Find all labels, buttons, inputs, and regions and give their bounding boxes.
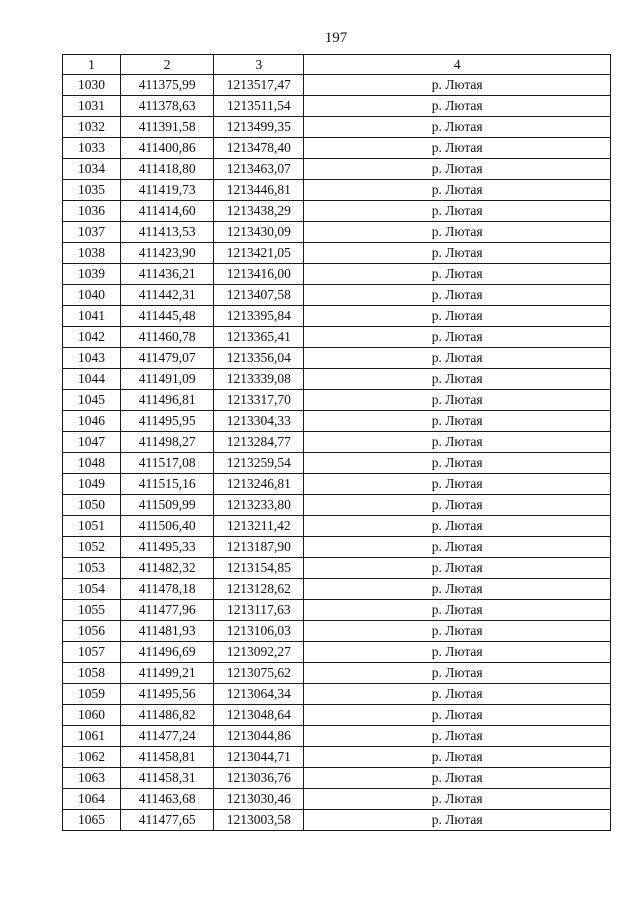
table-row: [63, 96, 611, 117]
x-coordinate-cell: 411495,56: [121, 684, 214, 705]
y-coordinate-cell: 1213463,07: [214, 159, 304, 180]
y-coordinate-cell: 1213407,58: [214, 285, 304, 306]
y-coordinate-cell: 1213259,54: [214, 453, 304, 474]
x-coordinate-cell: 411423,90: [121, 243, 214, 264]
x-coordinate-cell: 411445,48: [121, 306, 214, 327]
point-number-cell: 1051: [63, 516, 121, 537]
x-coordinate-cell: 411436,21: [121, 264, 214, 285]
table-row: [63, 705, 611, 726]
table-row: [63, 600, 611, 621]
x-coordinate-cell: 411478,18: [121, 579, 214, 600]
y-coordinate-cell: 1213438,29: [214, 201, 304, 222]
x-coordinate-cell: 411460,78: [121, 327, 214, 348]
point-number-cell: 1062: [63, 747, 121, 768]
point-number-cell: 1060: [63, 705, 121, 726]
y-coordinate-cell: 1213284,77: [214, 432, 304, 453]
table-row: [63, 327, 611, 348]
table-row: [63, 306, 611, 327]
y-coordinate-cell: 1213421,05: [214, 243, 304, 264]
y-coordinate-cell: 1213478,40: [214, 138, 304, 159]
description-cell: р. Лютая: [304, 621, 611, 642]
column-header-2: 2: [121, 55, 214, 75]
y-coordinate-cell: 1213187,90: [214, 537, 304, 558]
point-number-cell: 1036: [63, 201, 121, 222]
table-row: [63, 495, 611, 516]
column-header-4: 4: [304, 55, 611, 75]
table-row: [63, 138, 611, 159]
table-row: [63, 684, 611, 705]
table-row: [63, 768, 611, 789]
x-coordinate-cell: 411481,93: [121, 621, 214, 642]
table-row: [63, 390, 611, 411]
x-coordinate-cell: 411463,68: [121, 789, 214, 810]
description-cell: р. Лютая: [304, 558, 611, 579]
point-number-cell: 1049: [63, 474, 121, 495]
column-header-1: 1: [63, 55, 121, 75]
y-coordinate-cell: 1213003,58: [214, 810, 304, 831]
table-row: [63, 411, 611, 432]
table-row: [63, 537, 611, 558]
y-coordinate-cell: 1213416,00: [214, 264, 304, 285]
table-row: [63, 474, 611, 495]
table-row: [63, 663, 611, 684]
table-row: [63, 432, 611, 453]
point-number-cell: 1030: [63, 75, 121, 96]
point-number-cell: 1040: [63, 285, 121, 306]
point-number-cell: 1064: [63, 789, 121, 810]
table-row: [63, 285, 611, 306]
point-number-cell: 1054: [63, 579, 121, 600]
table-row: [63, 201, 611, 222]
x-coordinate-cell: 411496,69: [121, 642, 214, 663]
table-row: [63, 243, 611, 264]
description-cell: р. Лютая: [304, 579, 611, 600]
table-row: [63, 369, 611, 390]
description-cell: р. Лютая: [304, 516, 611, 537]
y-coordinate-cell: 1213048,64: [214, 705, 304, 726]
x-coordinate-cell: 411486,82: [121, 705, 214, 726]
y-coordinate-cell: 1213511,54: [214, 96, 304, 117]
point-number-cell: 1053: [63, 558, 121, 579]
description-cell: р. Лютая: [304, 369, 611, 390]
y-coordinate-cell: 1213092,27: [214, 642, 304, 663]
point-number-cell: 1042: [63, 327, 121, 348]
point-number-cell: 1045: [63, 390, 121, 411]
description-cell: р. Лютая: [304, 180, 611, 201]
x-coordinate-cell: 411442,31: [121, 285, 214, 306]
x-coordinate-cell: 411499,21: [121, 663, 214, 684]
y-coordinate-cell: 1213064,34: [214, 684, 304, 705]
point-number-cell: 1031: [63, 96, 121, 117]
point-number-cell: 1034: [63, 159, 121, 180]
y-coordinate-cell: 1213365,41: [214, 327, 304, 348]
description-cell: р. Лютая: [304, 810, 611, 831]
y-coordinate-cell: 1213395,84: [214, 306, 304, 327]
point-number-cell: 1047: [63, 432, 121, 453]
description-cell: р. Лютая: [304, 96, 611, 117]
table-row: [63, 516, 611, 537]
description-cell: р. Лютая: [304, 495, 611, 516]
point-number-cell: 1063: [63, 768, 121, 789]
table-row: [63, 621, 611, 642]
description-cell: р. Лютая: [304, 768, 611, 789]
point-number-cell: 1057: [63, 642, 121, 663]
point-number-cell: 1041: [63, 306, 121, 327]
point-number-cell: 1037: [63, 222, 121, 243]
x-coordinate-cell: 411506,40: [121, 516, 214, 537]
description-cell: р. Лютая: [304, 432, 611, 453]
x-coordinate-cell: 411517,08: [121, 453, 214, 474]
y-coordinate-cell: 1213339,08: [214, 369, 304, 390]
y-coordinate-cell: 1213246,81: [214, 474, 304, 495]
table-row: [63, 117, 611, 138]
description-cell: р. Лютая: [304, 747, 611, 768]
y-coordinate-cell: 1213154,85: [214, 558, 304, 579]
point-number-cell: 1055: [63, 600, 121, 621]
y-coordinate-cell: 1213430,09: [214, 222, 304, 243]
x-coordinate-cell: 411458,81: [121, 747, 214, 768]
x-coordinate-cell: 411400,86: [121, 138, 214, 159]
description-cell: р. Лютая: [304, 285, 611, 306]
x-coordinate-cell: 411419,73: [121, 180, 214, 201]
y-coordinate-cell: 1213317,70: [214, 390, 304, 411]
description-cell: р. Лютая: [304, 705, 611, 726]
description-cell: р. Лютая: [304, 75, 611, 96]
description-cell: р. Лютая: [304, 537, 611, 558]
x-coordinate-cell: 411498,27: [121, 432, 214, 453]
y-coordinate-cell: 1213446,81: [214, 180, 304, 201]
x-coordinate-cell: 411477,24: [121, 726, 214, 747]
table-row: [63, 264, 611, 285]
y-coordinate-cell: 1213304,33: [214, 411, 304, 432]
point-number-cell: 1038: [63, 243, 121, 264]
x-coordinate-cell: 411509,99: [121, 495, 214, 516]
y-coordinate-cell: 1213517,47: [214, 75, 304, 96]
description-cell: р. Лютая: [304, 600, 611, 621]
description-cell: р. Лютая: [304, 453, 611, 474]
description-cell: р. Лютая: [304, 306, 611, 327]
coordinates-table: [62, 54, 611, 831]
y-coordinate-cell: 1213036,76: [214, 768, 304, 789]
x-coordinate-cell: 411482,32: [121, 558, 214, 579]
y-coordinate-cell: 1213499,35: [214, 117, 304, 138]
x-coordinate-cell: 411458,31: [121, 768, 214, 789]
y-coordinate-cell: 1213030,46: [214, 789, 304, 810]
x-coordinate-cell: 411515,16: [121, 474, 214, 495]
table-row: [63, 348, 611, 369]
description-cell: р. Лютая: [304, 390, 611, 411]
y-coordinate-cell: 1213211,42: [214, 516, 304, 537]
point-number-cell: 1044: [63, 369, 121, 390]
x-coordinate-cell: 411496,81: [121, 390, 214, 411]
y-coordinate-cell: 1213356,04: [214, 348, 304, 369]
point-number-cell: 1052: [63, 537, 121, 558]
description-cell: р. Лютая: [304, 264, 611, 285]
point-number-cell: 1033: [63, 138, 121, 159]
point-number-cell: 1061: [63, 726, 121, 747]
x-coordinate-cell: 411477,96: [121, 600, 214, 621]
y-coordinate-cell: 1213106,03: [214, 621, 304, 642]
description-cell: р. Лютая: [304, 222, 611, 243]
x-coordinate-cell: 411413,53: [121, 222, 214, 243]
x-coordinate-cell: 411414,60: [121, 201, 214, 222]
point-number-cell: 1043: [63, 348, 121, 369]
y-coordinate-cell: 1213117,63: [214, 600, 304, 621]
x-coordinate-cell: 411495,33: [121, 537, 214, 558]
y-coordinate-cell: 1213233,80: [214, 495, 304, 516]
description-cell: р. Лютая: [304, 789, 611, 810]
description-cell: р. Лютая: [304, 411, 611, 432]
point-number-cell: 1039: [63, 264, 121, 285]
description-cell: р. Лютая: [304, 138, 611, 159]
x-coordinate-cell: 411477,65: [121, 810, 214, 831]
description-cell: р. Лютая: [304, 642, 611, 663]
point-number-cell: 1065: [63, 810, 121, 831]
table-row: [63, 222, 611, 243]
table-row: [63, 726, 611, 747]
x-coordinate-cell: 411378,63: [121, 96, 214, 117]
point-number-cell: 1058: [63, 663, 121, 684]
y-coordinate-cell: 1213075,62: [214, 663, 304, 684]
description-cell: р. Лютая: [304, 159, 611, 180]
table-row: [63, 642, 611, 663]
table-row: [63, 789, 611, 810]
description-cell: р. Лютая: [304, 726, 611, 747]
point-number-cell: 1056: [63, 621, 121, 642]
y-coordinate-cell: 1213128,62: [214, 579, 304, 600]
page-number: 197: [324, 30, 348, 46]
column-header-3: 3: [214, 55, 304, 75]
table-row: [63, 180, 611, 201]
table-header-row: [63, 55, 611, 75]
table-row: [63, 558, 611, 579]
x-coordinate-cell: 411418,80: [121, 159, 214, 180]
x-coordinate-cell: 411375,99: [121, 75, 214, 96]
table-row: [63, 747, 611, 768]
point-number-cell: 1035: [63, 180, 121, 201]
point-number-cell: 1059: [63, 684, 121, 705]
x-coordinate-cell: 411391,58: [121, 117, 214, 138]
table-row: [63, 810, 611, 831]
table-row: [63, 75, 611, 96]
y-coordinate-cell: 1213044,71: [214, 747, 304, 768]
x-coordinate-cell: 411495,95: [121, 411, 214, 432]
point-number-cell: 1048: [63, 453, 121, 474]
point-number-cell: 1046: [63, 411, 121, 432]
description-cell: р. Лютая: [304, 474, 611, 495]
table-row: [63, 453, 611, 474]
description-cell: р. Лютая: [304, 327, 611, 348]
description-cell: р. Лютая: [304, 663, 611, 684]
table-body: [63, 75, 611, 831]
point-number-cell: 1032: [63, 117, 121, 138]
x-coordinate-cell: 411479,07: [121, 348, 214, 369]
y-coordinate-cell: 1213044,86: [214, 726, 304, 747]
description-cell: р. Лютая: [304, 348, 611, 369]
description-cell: р. Лютая: [304, 684, 611, 705]
description-cell: р. Лютая: [304, 117, 611, 138]
description-cell: р. Лютая: [304, 243, 611, 264]
table-row: [63, 159, 611, 180]
description-cell: р. Лютая: [304, 201, 611, 222]
point-number-cell: 1050: [63, 495, 121, 516]
x-coordinate-cell: 411491,09: [121, 369, 214, 390]
table-row: [63, 579, 611, 600]
